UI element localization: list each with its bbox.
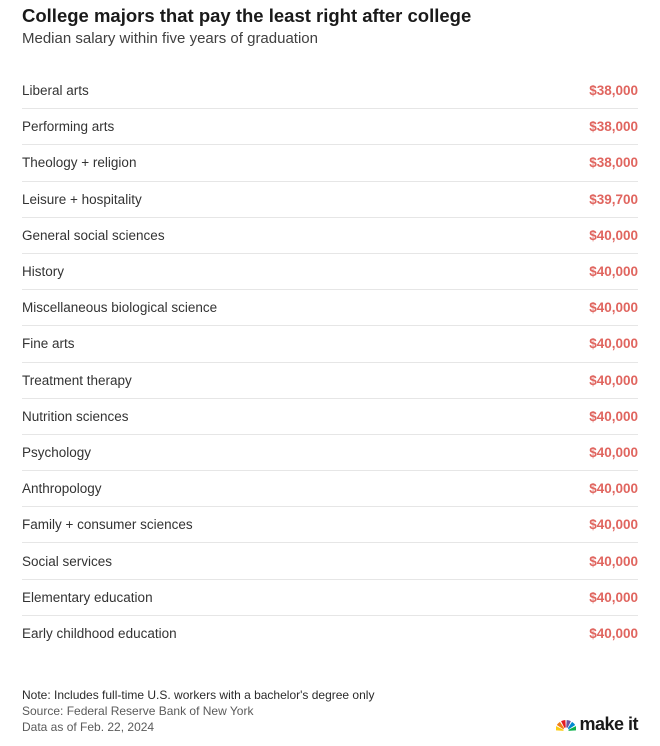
table-row — [22, 145, 638, 181]
salary-value: $40,000 — [589, 300, 638, 316]
major-label: Elementary education — [22, 589, 153, 605]
peacock-body — [564, 727, 569, 732]
salary-value: $38,000 — [589, 119, 638, 135]
major-label: Liberal arts — [22, 83, 89, 99]
table-row — [22, 580, 638, 616]
major-label: Psychology — [22, 444, 92, 460]
table-row — [22, 471, 638, 507]
salary-value: $40,000 — [589, 626, 638, 642]
salary-value: $40,000 — [589, 264, 638, 280]
footer-note: Note: Includes full-time U.S. workers with a bachelor's degree only — [22, 688, 375, 702]
logo-text: make it — [579, 714, 638, 734]
salary-value: $39,700 — [589, 191, 638, 207]
footer — [22, 687, 374, 735]
table-row — [22, 435, 638, 471]
salary-value: $40,000 — [589, 553, 638, 569]
table-row — [22, 182, 638, 218]
salary-value: $40,000 — [589, 227, 638, 243]
salary-value: $40,000 — [589, 481, 638, 497]
salary-value: $40,000 — [589, 589, 638, 605]
chart-subtitle: Median salary within five years of graduation — [22, 30, 318, 47]
major-label: History — [22, 264, 65, 280]
salary-value: $38,000 — [589, 155, 638, 171]
table-row — [22, 363, 638, 399]
major-label: Anthropology — [22, 481, 102, 497]
major-label: Fine arts — [22, 336, 75, 352]
cnbc-make-it-logo — [556, 714, 638, 735]
salary-value: $40,000 — [589, 444, 638, 460]
major-label: Leisure + hospitality — [22, 191, 142, 207]
salary-table — [22, 73, 638, 652]
chart-title: College majors that pay the least right after college — [22, 5, 472, 26]
major-label: Miscellaneous biological science — [22, 300, 218, 316]
major-label: Performing arts — [22, 119, 115, 135]
major-label: Nutrition sciences — [22, 408, 129, 424]
table-row — [22, 507, 638, 543]
table-row — [22, 109, 638, 145]
footer-source: Source: Federal Reserve Bank of New York — [22, 704, 254, 718]
table-row — [22, 399, 638, 435]
table-row — [22, 616, 638, 652]
major-label: Treatment therapy — [22, 372, 132, 388]
table-row — [22, 290, 638, 326]
salary-value: $40,000 — [589, 408, 638, 424]
salary-value: $40,000 — [589, 336, 638, 352]
table-row — [22, 543, 638, 579]
major-label: Early childhood education — [22, 626, 177, 642]
salary-value: $40,000 — [589, 517, 638, 533]
salary-value: $40,000 — [589, 372, 638, 388]
salary-value: $38,000 — [589, 83, 638, 99]
major-label: Social services — [22, 553, 113, 569]
nbc-peacock-icon — [556, 718, 576, 732]
major-label: Theology + religion — [22, 155, 137, 171]
table-row — [22, 254, 638, 290]
footer-date: Data as of Feb. 22, 2024 — [22, 720, 155, 734]
table-row — [22, 218, 638, 254]
table-row — [22, 73, 638, 109]
major-label: Family + consumer sciences — [22, 517, 193, 533]
major-label: General social sciences — [22, 227, 165, 243]
table-row — [22, 326, 638, 362]
